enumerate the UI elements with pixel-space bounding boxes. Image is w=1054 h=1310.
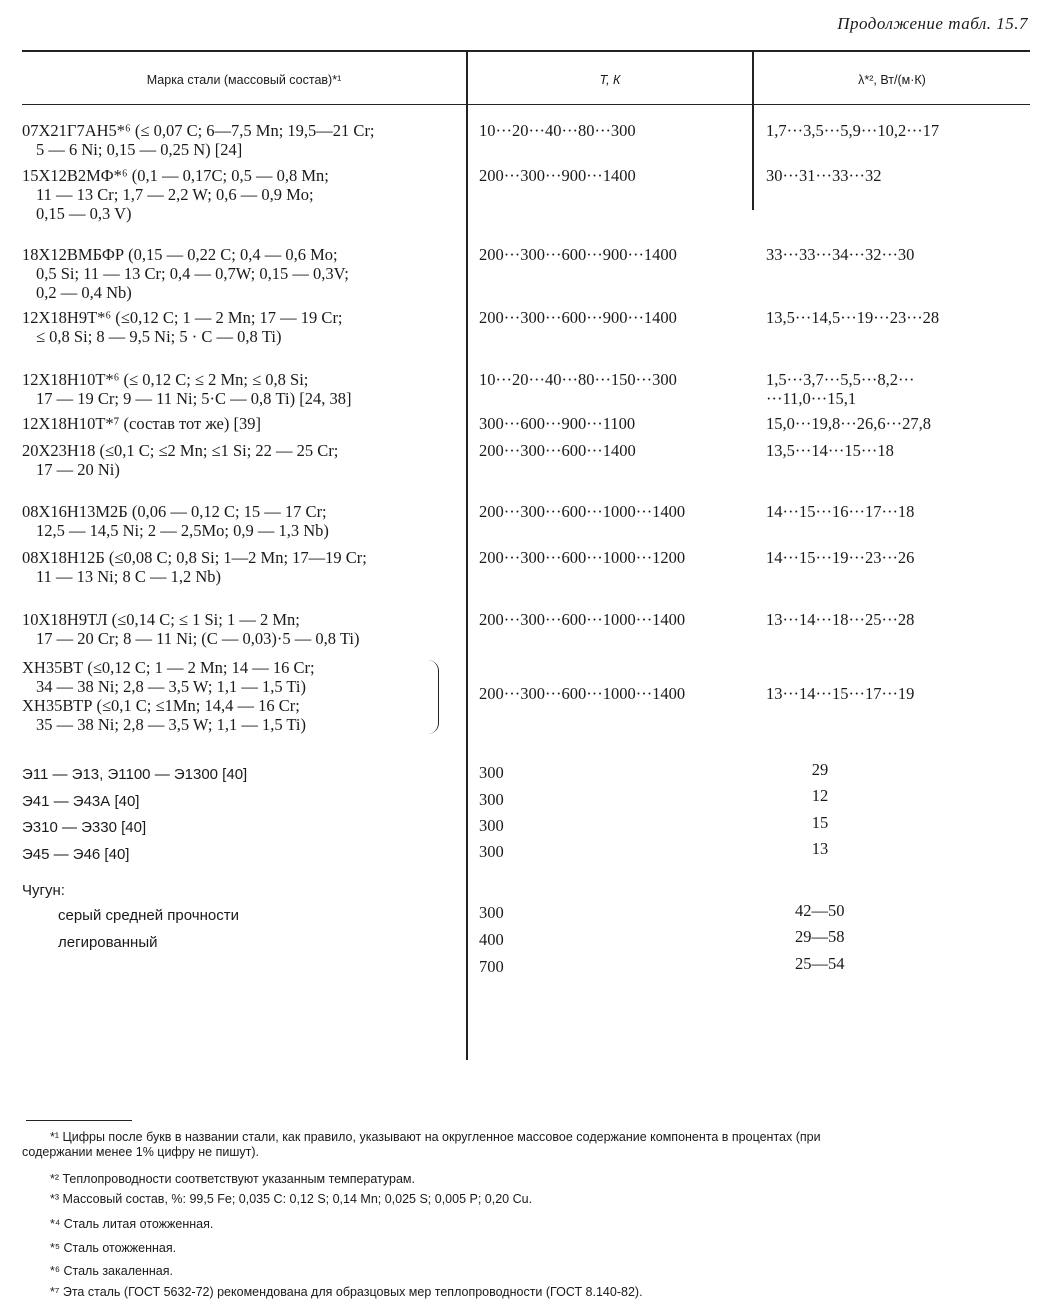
row-conductivity: 15 (811, 813, 829, 832)
cast-iron-conductivity: 42—50 (795, 901, 845, 920)
row-conductivity: 29 (811, 760, 829, 779)
row-temperature: 200···300···600···1000···1200 (479, 548, 686, 567)
footnote: *⁷ Эта сталь (ГОСТ 5632-72) рекомендована для образцовых мер теплопроводности (ГОСТ 8.140-82). (50, 1285, 643, 1299)
row-conductivity: 13 (811, 839, 829, 858)
footnote: *⁵ Сталь отожженная. (50, 1241, 177, 1255)
row-conductivity: 1,5···3,7···5,5···8,2··· ···11,0···15,1 (766, 370, 915, 408)
row-temperature: 300 (479, 842, 504, 861)
header-conductivity: λ*², Вт/(м·К) (858, 73, 926, 87)
footnote: *⁶ Сталь закаленная. (50, 1264, 173, 1278)
footnote: *⁴ Сталь литая отожженная. (50, 1217, 214, 1231)
cast-iron-temperature: 300 (479, 903, 504, 922)
row-steel-name: 10Х18Н9ТЛ (≤0,14 С; ≤ 1 Si; 1 — 2 Mn; 17 — 20 Cr; 8 — 11 Ni; (С — 0,03)·5 — 0,8 Ti) (22, 610, 360, 648)
footnote: *² Теплопроводности соответствуют указанным температурам. (50, 1172, 415, 1186)
row-steel-name: 07Х21Г7АН5*⁶ (≤ 0,07 С; 6—7,5 Mn; 19,5—21 Cr; 5 — 6 Ni; 0,15 — 0,25 N) [24] (22, 121, 375, 159)
row-steel-name: 08Х18Н12Б (≤0,08 С; 0,8 Si; 1—2 Mn; 17—19 Cr; 11 — 13 Ni; 8 С — 1,2 Nb) (22, 548, 367, 586)
column-divider-1 (466, 50, 468, 1060)
row-temperature: 10···20···40···80···300 (479, 121, 636, 140)
row-temperature: 300 (479, 763, 504, 782)
row-conductivity: 33···33···34···32···30 (766, 245, 915, 264)
row-temperature: 200···300···600···1000···1400 (479, 684, 686, 703)
row-steel-name: 12Х18Н10Т*⁷ (состав тот же) [39] (22, 414, 261, 433)
row-temperature: 200···300···600···1400 (479, 441, 636, 460)
row-steel-name: Э11 — Э13, Э1100 — Э1300 [40] (22, 766, 248, 783)
table-caption: Продолжение табл. 15.7 (837, 14, 1028, 33)
table-top-rule (22, 50, 1030, 52)
row-steel-name: ХН35ВТ (≤0,12 С; 1 — 2 Mn; 14 — 16 Cr; 34 — 38 Ni; 2,8 — 3,5 W; 1,1 — 1,5 Ti) ХН35ВТР (≤0,1 С; ≤1Mn; 14,4 — 16 Cr; 35 — 38 Ni; 2,8 — 3,5 W; 1,1 — 1,5 Ti) (22, 658, 315, 734)
row-steel-name: 08Х16Н13М2Б (0,06 — 0,12 С; 15 — 17 Cr; 12,5 — 14,5 Ni; 2 — 2,5Mo; 0,9 — 1,3 Nb) (22, 502, 329, 540)
row-steel-name: 12Х18Н10Т*⁶ (≤ 0,12 С; ≤ 2 Mn; ≤ 0,8 Si; 17 — 19 Cr; 9 — 11 Ni; 5·С — 0,8 Ti) [24, 38] (22, 370, 352, 408)
header-temperature: T, К (599, 73, 621, 87)
footnote: *¹ Цифры после букв в названии стали, как правило, указывают на округленное массовое содержание компонента в процентах (при содержании менее 1% цифру не пишут). (22, 1130, 821, 1159)
row-conductivity: 1,7···3,5···5,9···10,2···17 (766, 121, 940, 140)
row-temperature: 200···300···600···900···1400 (479, 308, 677, 327)
row-steel-name: 20Х23Н18 (≤0,1 С; ≤2 Mn; ≤1 Si; 22 — 25 Cr; 17 — 20 Ni) (22, 441, 339, 479)
cast-iron-temperature: 400 (479, 930, 504, 949)
header-bottom-rule (22, 104, 1030, 105)
row-conductivity: 14···15···19···23···26 (766, 548, 915, 567)
row-conductivity: 12 (811, 786, 829, 805)
footnote: *³ Массовый состав, %: 99,5 Fe; 0,035 C: 0,12 S; 0,14 Mn; 0,025 S; 0,005 P; 0,20 Cu. (50, 1192, 533, 1206)
footnote-separator (26, 1120, 132, 1121)
row-temperature: 200···300···600···900···1400 (479, 245, 677, 264)
row-steel-name: 18Х12ВМБФР (0,15 — 0,22 С; 0,4 — 0,6 Mo; 0,5 Si; 11 — 13 Cr; 0,4 — 0,7W; 0,15 — 0,3V; 0,2 — 0,4 Nb) (22, 245, 349, 302)
row-conductivity: 13,5···14,5···19···23···28 (766, 308, 940, 327)
row-conductivity: 15,0···19,8···26,6···27,8 (766, 414, 931, 433)
row-steel-name: 15Х12В2МФ*⁶ (0,1 — 0,17С; 0,5 — 0,8 Mn; 11 — 13 Cr; 1,7 — 2,2 W; 0,6 — 0,9 Mo; 0,15 — 0,3 V) (22, 166, 329, 223)
grouping-brace (428, 660, 439, 734)
header-steel-grade: Марка стали (массовый состав)*¹ (146, 73, 342, 87)
cast-iron-temperature: 700 (479, 957, 504, 976)
cast-iron-heading: Чугун: (22, 882, 65, 899)
row-conductivity: 30···31···33···32 (766, 166, 882, 185)
cast-iron-conductivity: 29—58 (795, 927, 845, 946)
row-temperature: 200···300···900···1400 (479, 166, 636, 185)
row-conductivity: 13···14···18···25···28 (766, 610, 915, 629)
row-conductivity: 13,5···14···15···18 (766, 441, 894, 460)
cast-iron-conductivity: 25—54 (795, 954, 845, 973)
row-steel-name: Э45 — Э46 [40] (22, 846, 130, 863)
row-temperature: 300···600···900···1100 (479, 414, 636, 433)
row-steel-name: 12Х18Н9Т*⁶ (≤0,12 С; 1 — 2 Mn; 17 — 19 Cr; ≤ 0,8 Si; 8 — 9,5 Ni; 5 · С — 0,8 Ti) (22, 308, 343, 346)
row-steel-name: Э310 — Э330 [40] (22, 819, 147, 836)
row-temperature: 300 (479, 816, 504, 835)
row-temperature: 10···20···40···80···150···300 (479, 370, 677, 389)
row-temperature: 200···300···600···1000···1400 (479, 610, 686, 629)
row-conductivity: 14···15···16···17···18 (766, 502, 915, 521)
row-temperature: 300 (479, 790, 504, 809)
row-steel-name: Э41 — Э43А [40] (22, 793, 140, 810)
row-temperature: 200···300···600···1000···1400 (479, 502, 686, 521)
cast-iron-item: серый средней прочности (58, 907, 239, 924)
cast-iron-item: легированный (58, 934, 158, 951)
row-conductivity: 13···14···15···17···19 (766, 684, 915, 703)
